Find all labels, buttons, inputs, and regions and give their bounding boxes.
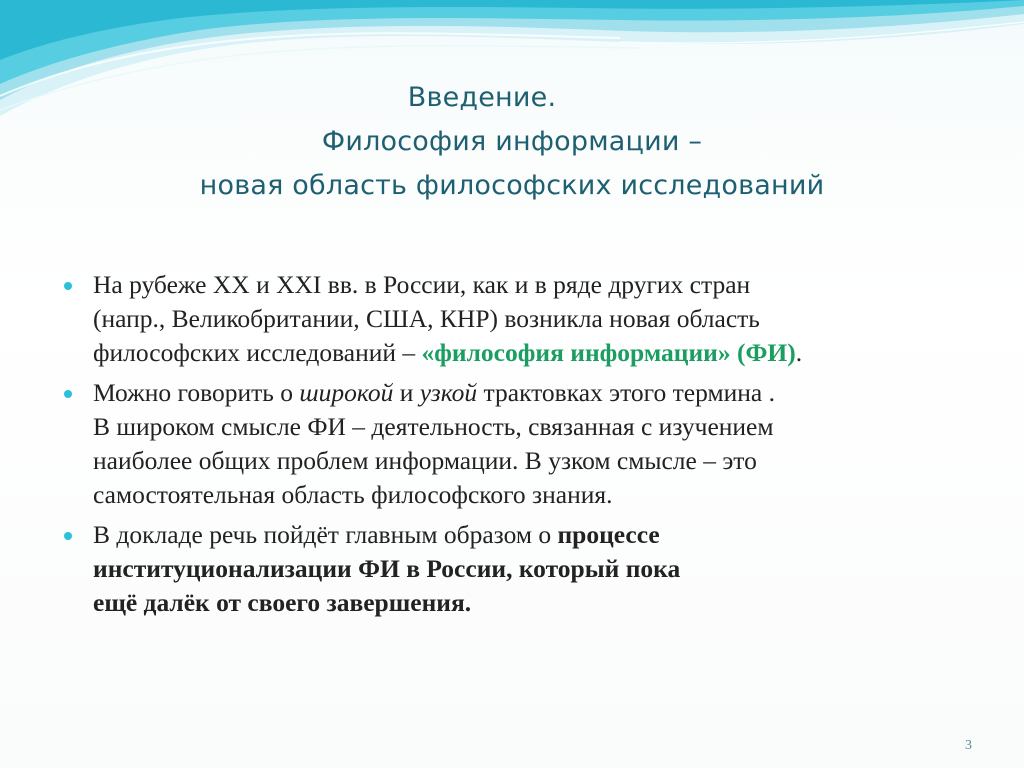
bullet-text: трактовках этого термина . — [477, 378, 775, 407]
bold-text: ещё далёк от своего завершения. — [93, 588, 472, 617]
title-line-2: Философия информации – — [321, 126, 703, 157]
highlight-term: «философия информации» (ФИ) — [421, 338, 796, 367]
bullet-text-line — [93, 376, 964, 410]
bullet-text: . — [795, 338, 803, 367]
bullet-text: наиболее общих проблем информации. В узком смысле – это — [93, 446, 757, 475]
bullet-item — [64, 376, 964, 512]
bullet-text: На рубеже XX и XXI вв. в России, как и в ряде других стран — [93, 270, 751, 299]
bullet-item — [64, 518, 964, 620]
bullet-text: Можно говорить о — [93, 378, 300, 407]
page-number: 3 — [965, 738, 972, 753]
bullet-dot-icon — [64, 390, 72, 398]
italic-term: узкой — [419, 378, 478, 407]
italic-term: широкой — [299, 378, 394, 407]
slide-title — [0, 76, 1024, 208]
bullet-text: самостоятельная область философского знания. — [93, 480, 613, 509]
bullet-text: (напр., Великобритании, США, КНР) возникла новая область — [93, 304, 760, 333]
bold-text: процессе — [557, 520, 660, 549]
title-line-3: новая область философских исследований — [199, 170, 825, 201]
bold-text: институционализации ФИ в России, который пока — [93, 554, 681, 583]
bullet-text: В широком смысле ФИ – деятельность, связанная с изучением — [93, 412, 774, 441]
bullet-list — [64, 268, 964, 626]
bullet-text: и — [393, 378, 420, 407]
bullet-dot-icon — [64, 282, 72, 290]
bullet-item — [64, 268, 964, 370]
bullet-dot-icon — [64, 532, 72, 540]
bullet-text: В докладе речь пойдёт главным образом о — [93, 520, 558, 549]
bullet-text-line — [93, 518, 964, 552]
bullet-text-line — [93, 336, 964, 370]
title-line-1: Введение. — [407, 82, 557, 113]
bullet-text: философских исследований – — [93, 338, 422, 367]
